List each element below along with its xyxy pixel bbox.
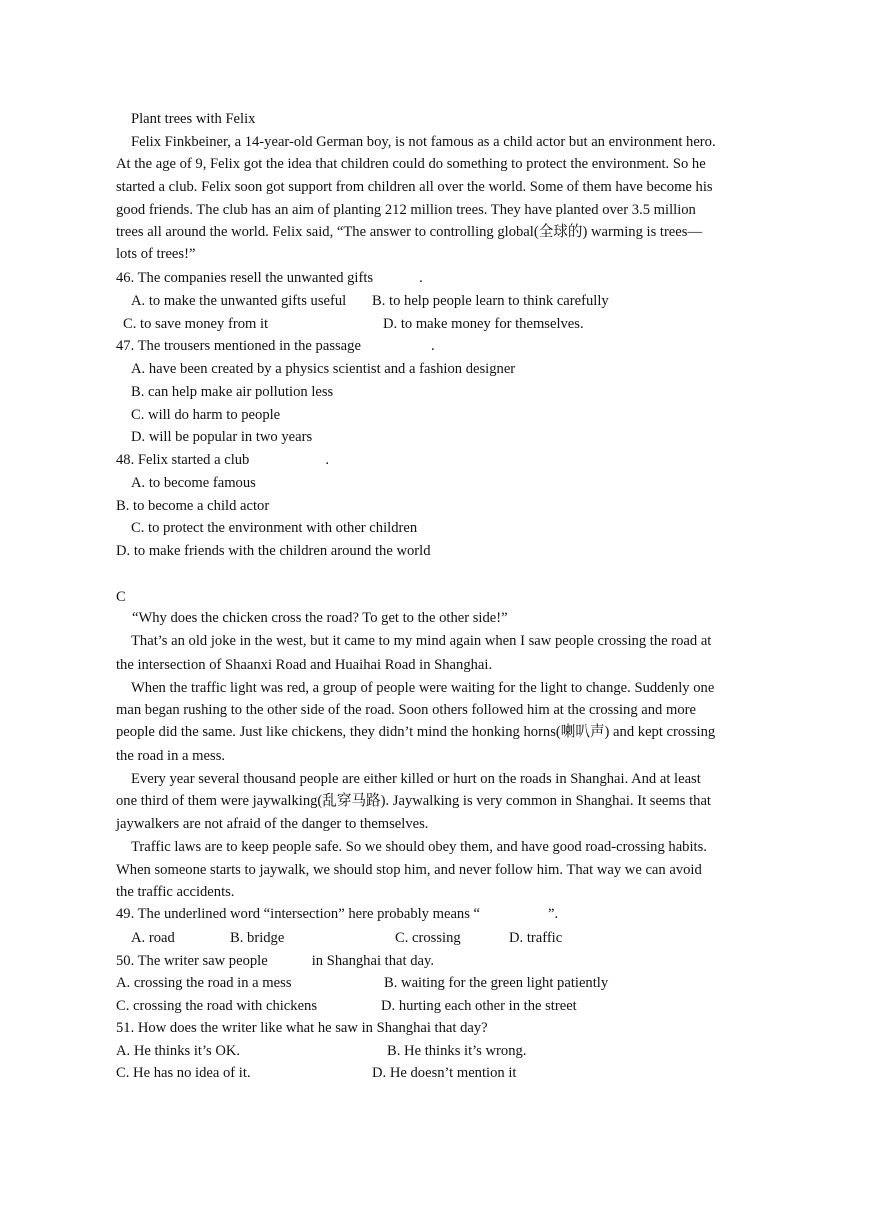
passage-line: the intersection of Shaanxi Road and Huaihai Road in Shanghai. xyxy=(116,657,493,673)
question-50: 50. The writer saw people in Shanghai that day. xyxy=(116,953,434,969)
question-49: 49. The underlined word “intersection” here probably means “ ”. xyxy=(116,906,559,922)
passage-line: good friends. The club has an aim of planting 212 million trees. They have planted over 3.5 million xyxy=(116,202,696,218)
question-stem: 49. The underlined word “intersection” here probably means “ xyxy=(116,906,481,922)
passage-line: the traffic accidents. xyxy=(116,884,235,900)
passage-line: Every year several thousand people are either killed or hurt on the roads in Shanghai. And at least xyxy=(131,771,701,787)
option-46-d: D. to make money for themselves. xyxy=(383,316,584,332)
passage-line: one third of them were jaywalking(乱穿马路). Jaywalking is very common in Shanghai. It seems that xyxy=(116,793,711,809)
option-48-a: A. to become famous xyxy=(131,475,256,491)
passage-line: started a club. Felix soon got support from children all over the world. Some of them have become his xyxy=(116,179,713,195)
question-48: 48. Felix started a club . xyxy=(116,452,329,468)
option-48-d: D. to make friends with the children around the world xyxy=(116,543,431,559)
passage-line: jaywalkers are not afraid of the danger to themselves. xyxy=(116,816,429,832)
option-51-c: C. He has no idea of it. xyxy=(116,1065,251,1081)
question-stem: 46. The companies resell the unwanted gifts xyxy=(116,270,374,286)
section-label: C xyxy=(116,589,126,605)
question-stem: 50. The writer saw people xyxy=(116,953,268,969)
option-46-b: B. to help people learn to think carefully xyxy=(372,293,609,309)
question-stem: 48. Felix started a club xyxy=(116,452,250,468)
option-46-c: C. to save money from it xyxy=(123,316,269,332)
passage-line: When someone starts to jaywalk, we should stop him, and never follow him. That way we can avoid xyxy=(116,862,702,878)
passage-line: When the traffic light was red, a group of people were waiting for the light to change. Suddenly one xyxy=(131,680,715,696)
question-51: 51. How does the writer like what he saw in Shanghai that day? xyxy=(116,1020,488,1036)
option-49-c: C. crossing xyxy=(395,930,461,946)
question-47: 47. The trousers mentioned in the passage . xyxy=(116,338,435,354)
option-50-d: D. hurting each other in the street xyxy=(381,998,577,1014)
option-51-b: B. He thinks it’s wrong. xyxy=(387,1043,527,1059)
passage-line: the road in a mess. xyxy=(116,748,226,764)
passage-line: people did the same. Just like chickens, they didn’t mind the honking horns(喇叭声) and kept crossing xyxy=(116,724,716,740)
passage-line: Felix Finkbeiner, a 14-year-old German boy, is not famous as a child actor but an environment hero. xyxy=(131,134,716,150)
option-51-d: D. He doesn’t mention it xyxy=(372,1065,517,1081)
passage-line: Traffic laws are to keep people safe. So we should obey them, and have good road-crossing habits. xyxy=(131,839,707,855)
option-48-b: B. to become a child actor xyxy=(116,498,270,514)
passage-line: man began rushing to the other side of the road. Soon others followed him at the crossing and more xyxy=(116,702,696,718)
passage-line: That’s an old joke in the west, but it came to my mind again when I saw people crossing the road at xyxy=(131,633,712,649)
option-49-a: A. road xyxy=(131,930,175,946)
option-49-d: D. traffic xyxy=(509,930,563,946)
option-51-a: A. He thinks it’s OK. xyxy=(116,1043,241,1059)
option-47-b: B. can help make air pollution less xyxy=(131,384,334,400)
option-47-c: C. will do harm to people xyxy=(131,407,281,423)
option-47-d: D. will be popular in two years xyxy=(131,429,313,445)
option-46-a: A. to make the unwanted gifts useful xyxy=(131,293,347,309)
option-49-b: B. bridge xyxy=(230,930,285,946)
passage-line: trees all around the world. Felix said, “The answer to controlling global(全球的) warming is trees— xyxy=(116,224,703,240)
option-50-c: C. crossing the road with chickens xyxy=(116,998,318,1014)
passage-line: At the age of 9, Felix got the idea that children could do something to protect the environment. So he xyxy=(116,156,706,172)
passage-line: “Why does the chicken cross the road? To get to the other side!” xyxy=(132,610,508,626)
option-48-c: C. to protect the environment with other children xyxy=(131,520,418,536)
option-50-a: A. crossing the road in a mess xyxy=(116,975,292,991)
question-stem: 47. The trousers mentioned in the passage xyxy=(116,338,361,354)
option-50-b: B. waiting for the green light patiently xyxy=(384,975,609,991)
passage-title: Plant trees with Felix xyxy=(131,111,256,127)
option-47-a: A. have been created by a physics scientist and a fashion designer xyxy=(131,361,516,377)
question-46: 46. The companies resell the unwanted gifts . xyxy=(116,270,423,286)
passage-line: lots of trees!” xyxy=(116,246,196,262)
